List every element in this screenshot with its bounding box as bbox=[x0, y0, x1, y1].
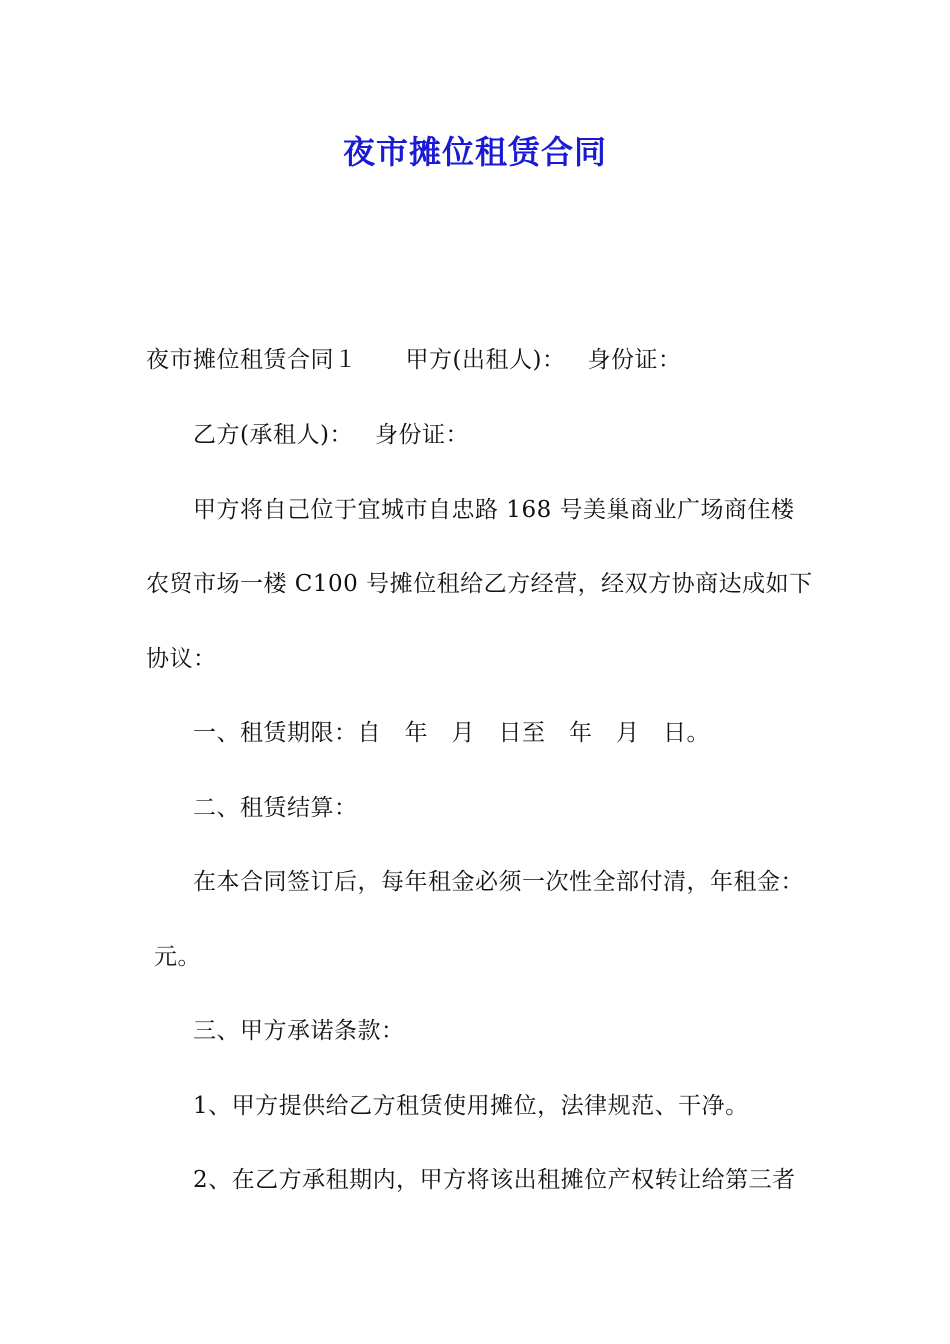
party-b-id-label: 身份证： bbox=[374, 422, 469, 448]
party-b-label: 乙方(承租人)： bbox=[193, 422, 353, 448]
contract-label: 夜市摊位租赁合同１ bbox=[146, 347, 358, 373]
party-b-line bbox=[193, 419, 469, 451]
paragraph-1-line-1: 甲方将自己位于宜城市自忠路 168 号美巢商业广场商住楼 bbox=[193, 497, 795, 523]
clause-3: 三、甲方承诺条款： bbox=[193, 1018, 405, 1044]
paragraph-1-line-2: 农贸市场一楼 C100 号摊位租给乙方经营，经双方协商达成如下 bbox=[146, 571, 813, 597]
paragraph-2-line-2: 元。 bbox=[154, 944, 201, 970]
clause-3-item-1: 1、甲方提供给乙方租赁使用摊位，法律规范、干净。 bbox=[193, 1093, 749, 1119]
clause-1: 一、租赁期限：自 年 月 日至 年 月 日。 bbox=[193, 720, 710, 746]
document-title: 夜市摊位租赁合同 bbox=[342, 133, 607, 171]
party-a-line bbox=[146, 344, 681, 376]
paragraph-1-line-3: 协议： bbox=[146, 646, 217, 672]
party-a-id-label: 身份证： bbox=[587, 347, 682, 373]
party-a-label: 甲方(出租人)： bbox=[405, 347, 566, 373]
paragraph-2-line-1: 在本合同签订后，每年租金必须一次性全部付清，年租金： bbox=[193, 869, 804, 895]
clause-2: 二、租赁结算： bbox=[193, 795, 358, 821]
clause-3-item-2: 2、在乙方承租期内，甲方将该出租摊位产权转让给第三者 bbox=[193, 1167, 796, 1193]
